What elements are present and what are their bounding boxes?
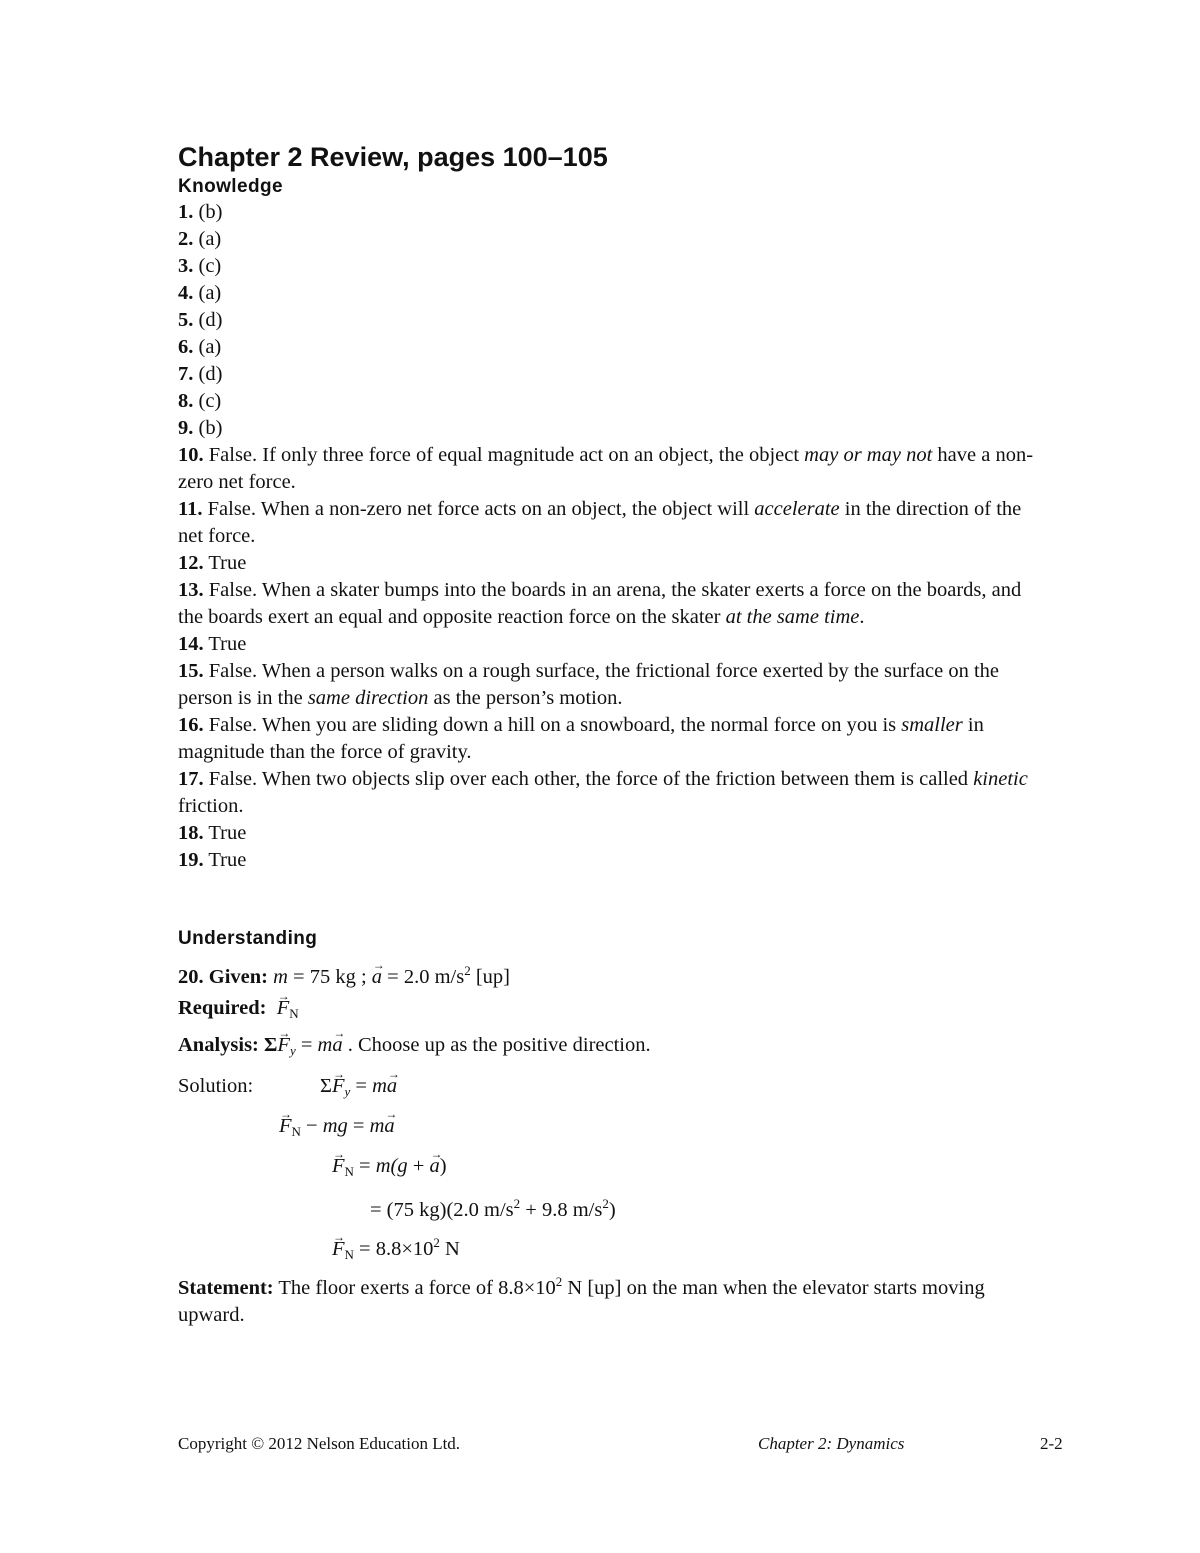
answer-item: 17. False. When two objects slip over each other, the force of the friction between them is called kinetic friction.: [178, 768, 1028, 817]
answer-item: 19. True: [178, 849, 247, 871]
solution-equation-5: → $F_N = 8.8\times 10^2$ N: [332, 1229, 460, 1268]
answer-item: 18. True: [178, 822, 247, 844]
analysis-line: Analysis: Σ→ Fy = m→ a . Choose up as the positive direction.: [178, 1032, 651, 1064]
solution-equation-1: Σ→ Fy = m→ a: [320, 1073, 397, 1105]
answer-item: 7. (d): [178, 363, 223, 385]
solution-equation-2: → $F_N$ − mg = m→ a: [279, 1113, 395, 1145]
answer-item: 6. (a): [178, 336, 222, 358]
section-heading-knowledge: Knowledge: [178, 176, 283, 197]
answer-item: 11. False. When a non-zero net force acts on an object, the object will accelerate in the direction of the net force.: [178, 498, 1022, 547]
answer-item: 16. False. When you are sliding down a hill on a snowboard, the normal force on you is smaller in magnitude than the force of gravity.: [178, 714, 984, 763]
answer-item: 13. False. When a skater bumps into the boards in an arena, the skater exerts a force on the boards, and the boards exert an equal and opposite reaction force on the skater at the same time.: [178, 579, 1022, 628]
answer-item: 4. (a): [178, 282, 222, 304]
solution-equation-3: → $F_N = m(g$ + → a): [332, 1153, 447, 1185]
page-title: Chapter 2 Review, pages 100–105: [178, 142, 608, 172]
section-heading-understanding: Understanding: [178, 928, 318, 949]
answer-item: 1. (b): [178, 201, 223, 223]
knowledge-answer-list: [178, 199, 1038, 874]
answer-item: 10. False. If only three force of equal magnitude act on an object, the object may or may not have a non-zero net force.: [178, 444, 1034, 493]
answer-item: 3. (c): [178, 255, 222, 277]
required-line: Required: → $F_N$: [178, 995, 299, 1027]
solution-equation-4: = (75 kg)(2.0 $m/s^2 + 9.8$ $m/s^2$): [370, 1196, 616, 1221]
answer-item: 9. (b): [178, 417, 223, 439]
given-line: 20. Given: m = 75 kg ; → a = 2.0 $m/s^2$ [up]: [178, 957, 510, 991]
statement-paragraph: Statement: The floor exerts a force of $8.8\times 10^2$ N [up] on the man when the elevator starts moving upward.: [178, 1274, 985, 1326]
footer-page-number: 2-2: [1040, 1434, 1063, 1453]
solution-label: Solution:: [178, 1075, 254, 1097]
answer-item: 12. True: [178, 552, 247, 574]
answer-item: 2. (a): [178, 228, 222, 250]
answer-item: 14. True: [178, 633, 247, 655]
answer-item: 5. (d): [178, 309, 223, 331]
answer-item: 15. False. When a person walks on a rough surface, the frictional force exerted by the surface on the person is in the same direction as the person’s motion.: [178, 660, 1000, 709]
footer-chapter: Chapter 2: Dynamics: [758, 1434, 905, 1453]
footer-copyright: Copyright © 2012 Nelson Education Ltd.: [178, 1434, 461, 1453]
answer-item: 8. (c): [178, 390, 222, 412]
